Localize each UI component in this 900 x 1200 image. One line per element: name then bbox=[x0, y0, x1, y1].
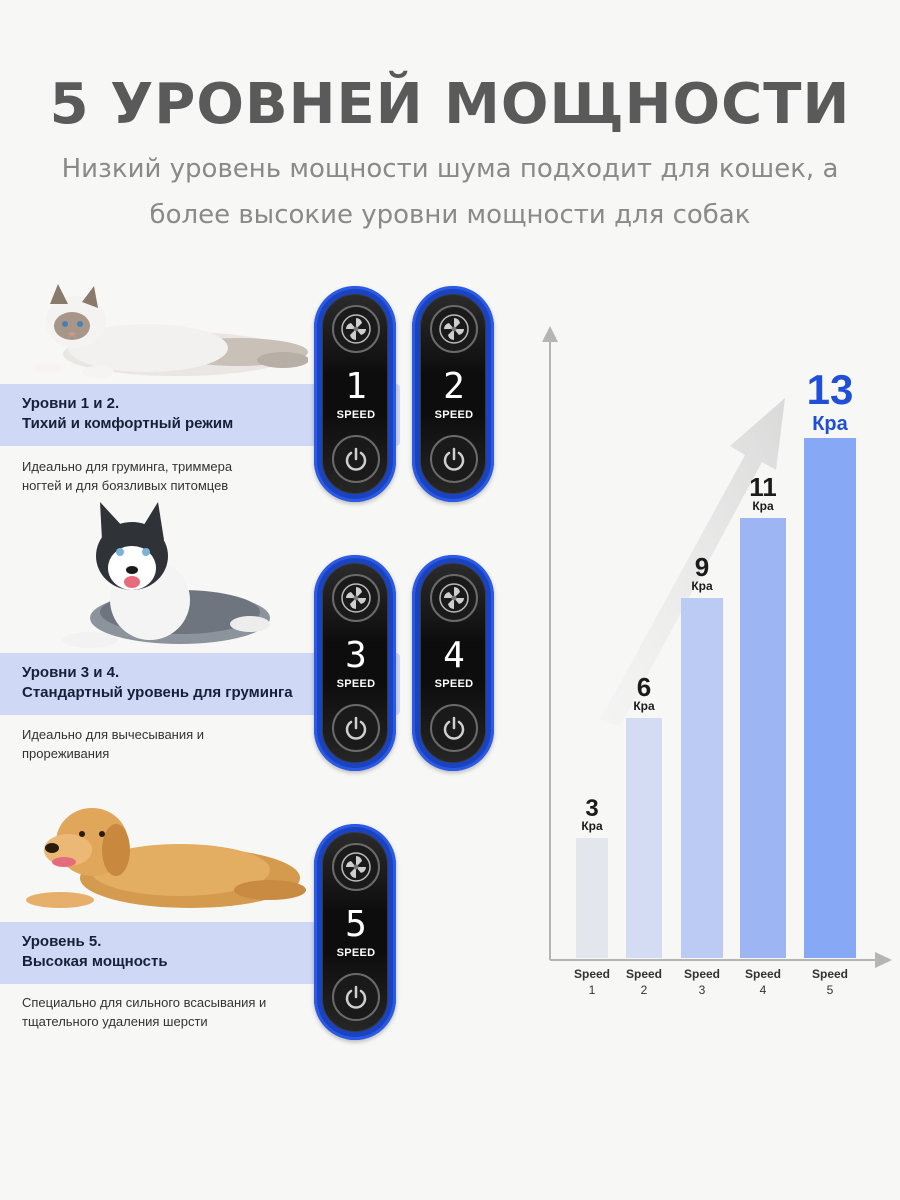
subtitle-line-1: Низкий уровень мощности шума подходит для кошек, а bbox=[61, 154, 839, 184]
page-title: 5 УРОВНЕЙ МОЩНОСТИ bbox=[49, 72, 851, 137]
level-subheading-3-4: Стандартный уровень для груминга bbox=[22, 684, 293, 701]
speed-device-1 bbox=[314, 286, 396, 502]
power-button[interactable] bbox=[430, 435, 478, 483]
speed-label: SPEED bbox=[434, 409, 474, 421]
x-tick-label: Speed bbox=[625, 967, 663, 981]
speed-label: SPEED bbox=[336, 947, 376, 959]
bar-speed-5 bbox=[804, 438, 856, 958]
bar-value-label: 6 bbox=[636, 672, 652, 702]
level-heading-1-2: Уровни 1 и 2. bbox=[22, 395, 120, 412]
fan-button[interactable] bbox=[332, 305, 380, 353]
fan-icon bbox=[439, 583, 469, 613]
x-tick-number: 4 bbox=[759, 983, 767, 997]
speed-device-4 bbox=[412, 555, 494, 771]
level-heading-5: Уровень 5. bbox=[22, 933, 102, 950]
bar-speed-1 bbox=[576, 838, 608, 958]
bar-value-label: 11 bbox=[749, 472, 777, 502]
subtitle-line-2: более высокие уровни мощности для собак bbox=[149, 200, 751, 230]
husky-image bbox=[60, 500, 272, 652]
fan-icon bbox=[341, 583, 371, 613]
level-band-5 bbox=[0, 922, 330, 984]
bar-unit-label: Кра bbox=[581, 819, 603, 833]
speed-digit: 4 bbox=[443, 635, 465, 676]
power-icon bbox=[341, 444, 371, 474]
level-subheading-5: Высокая мощность bbox=[22, 953, 168, 970]
speed-label: SPEED bbox=[434, 678, 474, 690]
power-button[interactable] bbox=[332, 973, 380, 1021]
level-heading-3-4: Уровни 3 и 4. bbox=[22, 664, 120, 681]
speed-device-3 bbox=[314, 555, 396, 771]
fan-button[interactable] bbox=[332, 843, 380, 891]
x-tick-label: Speed bbox=[573, 967, 611, 981]
speed-digit: 2 bbox=[443, 366, 465, 407]
speed-device-5 bbox=[314, 824, 396, 1040]
speed-digit: 3 bbox=[345, 635, 367, 676]
speed-label: SPEED bbox=[336, 409, 376, 421]
speed-label: SPEED bbox=[336, 678, 376, 690]
bar-unit-label: Кра bbox=[633, 699, 655, 713]
power-icon bbox=[439, 713, 469, 743]
speed-device-2 bbox=[412, 286, 494, 502]
bar-value-label: 3 bbox=[585, 795, 599, 822]
fan-button[interactable] bbox=[430, 305, 478, 353]
level-desc-5 bbox=[22, 993, 266, 1031]
bar-speed-3 bbox=[681, 598, 723, 958]
bar-unit-label: Кра bbox=[752, 499, 774, 513]
level-desc-3-4-line-2: прореживания bbox=[22, 746, 110, 761]
x-tick-number: 1 bbox=[588, 983, 596, 997]
x-axis-arrow-icon bbox=[875, 952, 892, 968]
bar-unit-label: Кра bbox=[691, 579, 713, 593]
level-desc-1-2-line-1: Идеально для груминга, триммера bbox=[22, 459, 233, 474]
page-subtitle bbox=[60, 146, 840, 238]
power-icon bbox=[341, 982, 371, 1012]
bar-value-label: 13 bbox=[806, 366, 854, 413]
power-button[interactable] bbox=[332, 435, 380, 483]
fan-button[interactable] bbox=[332, 574, 380, 622]
x-tick-label: Speed bbox=[811, 967, 849, 981]
bar-speed-4 bbox=[740, 518, 786, 958]
fan-icon bbox=[341, 314, 371, 344]
speed-digit: 1 bbox=[345, 366, 367, 407]
level-desc-3-4 bbox=[22, 725, 204, 763]
bar-unit-label: Кра bbox=[812, 413, 848, 435]
bar-speed-2 bbox=[626, 718, 662, 958]
level-desc-1-2-line-2: ногтей и для боязливых питомцев bbox=[22, 478, 229, 493]
x-tick-label: Speed bbox=[683, 967, 721, 981]
power-level-chart bbox=[530, 310, 895, 1010]
x-tick-number: 2 bbox=[640, 983, 648, 997]
power-button[interactable] bbox=[332, 704, 380, 752]
x-tick-number: 5 bbox=[826, 983, 834, 997]
x-tick-label: Speed bbox=[744, 967, 782, 981]
power-button[interactable] bbox=[430, 704, 478, 752]
power-icon bbox=[439, 444, 469, 474]
fan-icon bbox=[341, 852, 371, 882]
speed-digit: 5 bbox=[345, 904, 367, 945]
level-subheading-1-2: Тихий и комфортный режим bbox=[22, 415, 234, 432]
fan-icon bbox=[439, 314, 469, 344]
power-icon bbox=[341, 713, 371, 743]
level-desc-5-line-2: тщательного удаления шерсти bbox=[22, 1014, 208, 1029]
y-axis-arrow-icon bbox=[542, 326, 558, 342]
bar-value-label: 9 bbox=[694, 552, 710, 582]
level-desc-3-4-line-1: Идеально для вычесывания и bbox=[22, 727, 205, 742]
fan-button[interactable] bbox=[430, 574, 478, 622]
x-tick-number: 3 bbox=[698, 983, 706, 997]
cat-image bbox=[28, 282, 308, 384]
level-desc-5-line-1: Специально для сильного всасывания и bbox=[22, 995, 267, 1010]
golden-retriever-image bbox=[20, 790, 312, 920]
level-desc-1-2 bbox=[22, 457, 232, 495]
